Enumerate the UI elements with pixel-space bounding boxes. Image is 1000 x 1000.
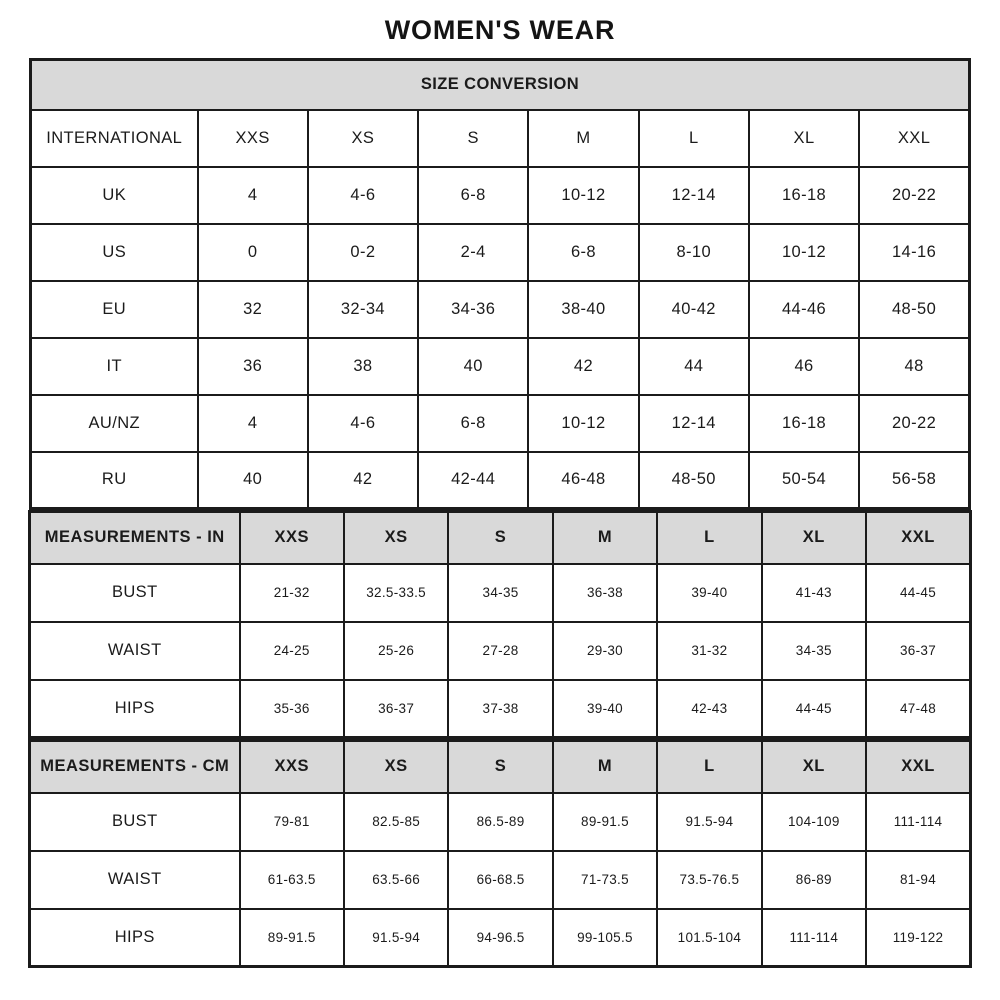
value-cell: 81-94 <box>866 851 970 909</box>
measurements-in-table <box>28 510 972 739</box>
size-column-header: S <box>448 741 552 793</box>
value-cell: 21-32 <box>240 564 344 622</box>
value-cell: L <box>639 110 749 167</box>
value-cell: XXL <box>859 110 969 167</box>
value-cell: 27-28 <box>448 622 552 680</box>
value-cell: 91.5-94 <box>344 909 448 967</box>
value-cell: 29-30 <box>553 622 657 680</box>
row-label: HIPS <box>30 909 240 967</box>
value-cell: 40-42 <box>639 281 749 338</box>
size-column-header: XXS <box>240 512 344 564</box>
value-cell: 91.5-94 <box>657 793 761 851</box>
value-cell: 32 <box>198 281 308 338</box>
measurements-header: MEASUREMENTS - CM <box>30 741 240 793</box>
value-cell: 89-91.5 <box>553 793 657 851</box>
value-cell: 56-58 <box>859 452 969 509</box>
value-cell: 101.5-104 <box>657 909 761 967</box>
table-row <box>30 793 971 851</box>
value-cell: 36-37 <box>344 680 448 738</box>
table-row <box>31 281 970 338</box>
table-row <box>30 622 971 680</box>
value-cell: 66-68.5 <box>448 851 552 909</box>
size-column-header: XXL <box>866 741 970 793</box>
value-cell: XL <box>749 110 859 167</box>
table-row <box>30 680 971 738</box>
value-cell: 73.5-76.5 <box>657 851 761 909</box>
value-cell: 0 <box>198 224 308 281</box>
value-cell: 12-14 <box>639 395 749 452</box>
row-label: WAIST <box>30 622 240 680</box>
value-cell: 36-37 <box>866 622 970 680</box>
value-cell: 2-4 <box>418 224 528 281</box>
value-cell: 37-38 <box>448 680 552 738</box>
value-cell: 82.5-85 <box>344 793 448 851</box>
value-cell: 34-35 <box>448 564 552 622</box>
value-cell: 31-32 <box>657 622 761 680</box>
table-row <box>30 851 971 909</box>
value-cell: 42 <box>308 452 418 509</box>
row-label: BUST <box>30 793 240 851</box>
value-cell: 94-96.5 <box>448 909 552 967</box>
measurements-in-body <box>30 512 971 738</box>
value-cell: S <box>418 110 528 167</box>
value-cell: 20-22 <box>859 167 969 224</box>
value-cell: 4 <box>198 395 308 452</box>
row-label: BUST <box>30 564 240 622</box>
value-cell: 44-45 <box>762 680 866 738</box>
value-cell: 4 <box>198 167 308 224</box>
value-cell: 89-91.5 <box>240 909 344 967</box>
table-row <box>31 110 970 167</box>
size-column-header: XL <box>762 741 866 793</box>
row-label: UK <box>31 167 198 224</box>
value-cell: 48 <box>859 338 969 395</box>
value-cell: 10-12 <box>528 395 638 452</box>
value-cell: 86-89 <box>762 851 866 909</box>
value-cell: 36-38 <box>553 564 657 622</box>
value-cell: 25-26 <box>344 622 448 680</box>
value-cell: 6-8 <box>418 167 528 224</box>
value-cell: 41-43 <box>762 564 866 622</box>
size-column-header: L <box>657 741 761 793</box>
value-cell: 42-44 <box>418 452 528 509</box>
value-cell: 0-2 <box>308 224 418 281</box>
size-column-header: XXS <box>240 741 344 793</box>
value-cell: 6-8 <box>418 395 528 452</box>
table-header-row <box>30 741 971 793</box>
value-cell: 34-35 <box>762 622 866 680</box>
value-cell: XS <box>308 110 418 167</box>
table-header-row <box>30 512 971 564</box>
value-cell: 50-54 <box>749 452 859 509</box>
size-column-header: S <box>448 512 552 564</box>
value-cell: 20-22 <box>859 395 969 452</box>
value-cell: 16-18 <box>749 167 859 224</box>
value-cell: 24-25 <box>240 622 344 680</box>
value-cell: 32.5-33.5 <box>344 564 448 622</box>
size-column-header: XS <box>344 512 448 564</box>
table-row <box>31 395 970 452</box>
value-cell: 47-48 <box>866 680 970 738</box>
row-label: INTERNATIONAL <box>31 110 198 167</box>
value-cell: 44 <box>639 338 749 395</box>
row-label: EU <box>31 281 198 338</box>
value-cell: 34-36 <box>418 281 528 338</box>
size-conversion-table <box>29 58 971 510</box>
value-cell: 16-18 <box>749 395 859 452</box>
value-cell: 39-40 <box>657 564 761 622</box>
value-cell: 46 <box>749 338 859 395</box>
value-cell: 86.5-89 <box>448 793 552 851</box>
value-cell: 111-114 <box>762 909 866 967</box>
value-cell: 42-43 <box>657 680 761 738</box>
row-label: HIPS <box>30 680 240 738</box>
value-cell: 79-81 <box>240 793 344 851</box>
size-column-header: L <box>657 512 761 564</box>
value-cell: 10-12 <box>528 167 638 224</box>
row-label: IT <box>31 338 198 395</box>
value-cell: 42 <box>528 338 638 395</box>
value-cell: 119-122 <box>866 909 970 967</box>
value-cell: 6-8 <box>528 224 638 281</box>
value-cell: 8-10 <box>639 224 749 281</box>
value-cell: 4-6 <box>308 167 418 224</box>
size-column-header: M <box>553 512 657 564</box>
row-label: AU/NZ <box>31 395 198 452</box>
table-header-row <box>31 60 970 110</box>
row-label: RU <box>31 452 198 509</box>
table-row <box>30 564 971 622</box>
value-cell: 35-36 <box>240 680 344 738</box>
row-label: US <box>31 224 198 281</box>
page-title: WOMEN'S WEAR <box>384 15 616 45</box>
value-cell: 61-63.5 <box>240 851 344 909</box>
table-row <box>31 224 970 281</box>
value-cell: 71-73.5 <box>553 851 657 909</box>
table-row <box>31 338 970 395</box>
table-row <box>31 167 970 224</box>
value-cell: 4-6 <box>308 395 418 452</box>
measurements-cm-body <box>30 741 971 967</box>
value-cell: 38 <box>308 338 418 395</box>
size-column-header: XS <box>344 741 448 793</box>
value-cell: 40 <box>198 452 308 509</box>
size-column-header: XXL <box>866 512 970 564</box>
value-cell: 36 <box>198 338 308 395</box>
measurements-header: MEASUREMENTS - IN <box>30 512 240 564</box>
value-cell: 99-105.5 <box>553 909 657 967</box>
value-cell: 10-12 <box>749 224 859 281</box>
value-cell: 40 <box>418 338 528 395</box>
value-cell: 48-50 <box>859 281 969 338</box>
value-cell: 44-45 <box>866 564 970 622</box>
measurements-cm-table <box>28 739 972 968</box>
size-column-header: XL <box>762 512 866 564</box>
value-cell: 32-34 <box>308 281 418 338</box>
size-column-header: M <box>553 741 657 793</box>
row-label: WAIST <box>30 851 240 909</box>
value-cell: M <box>528 110 638 167</box>
value-cell: XXS <box>198 110 308 167</box>
value-cell: 12-14 <box>639 167 749 224</box>
value-cell: 14-16 <box>859 224 969 281</box>
size-conversion-header: SIZE CONVERSION <box>31 60 970 110</box>
value-cell: 46-48 <box>528 452 638 509</box>
table-row <box>30 909 971 967</box>
value-cell: 111-114 <box>866 793 970 851</box>
value-cell: 48-50 <box>639 452 749 509</box>
table-row <box>31 452 970 509</box>
size-conversion-body <box>31 60 970 509</box>
value-cell: 63.5-66 <box>344 851 448 909</box>
value-cell: 104-109 <box>762 793 866 851</box>
value-cell: 44-46 <box>749 281 859 338</box>
value-cell: 38-40 <box>528 281 638 338</box>
value-cell: 39-40 <box>553 680 657 738</box>
